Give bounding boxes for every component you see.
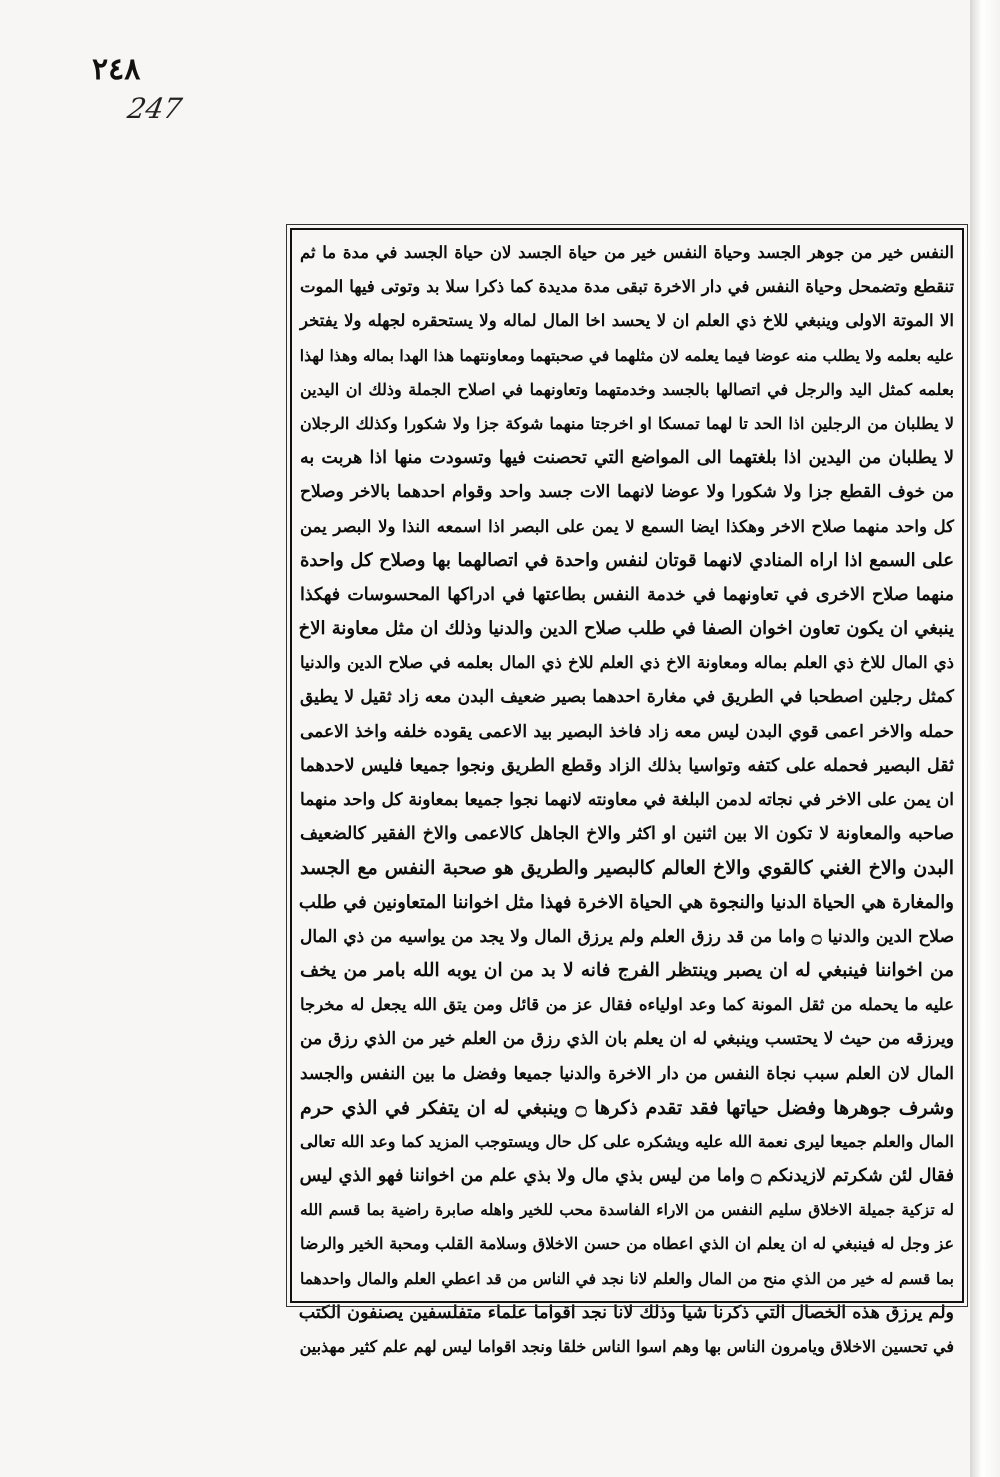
- text-line: بعلمه كمثل اليد والرجل في اتصالها بالجسد وخدمتهما وتعاونهما في اصلاح الجملة وذلك ان اليدين: [300, 379, 954, 399]
- text-line: ان يمن على الاخر في نجاته لدمن البلغة في معاونته لانهما نجوا جميعا بمعاونة كل واحد منهما: [300, 790, 954, 810]
- text-line: ذي المال للاخ ذي العلم بماله ومعاونة الاخ ذي العلم للاخ ذي المال بعلمه في صلاح الدين والدنيا: [300, 653, 954, 673]
- text-line: حمله والاخر اعمى قوي البدن ليس معه زاد فاخذ البصير بيد الاعمى يقوده خلفه واخذ الاعمى: [300, 721, 954, 742]
- text-line: بما قسم له خير من الذي منح من المال والعلم لانا نجد في الناس من قد اعطي العلم والمال واحدهما: [300, 1268, 954, 1288]
- text-line: له تزكية جميلة الاخلاق سليم النفس من الاراء الفاسدة محب للخير واهله صابرة راضية بما قسم الله: [300, 1200, 954, 1220]
- text-line: تنقطع وتضمحل وحياة النفس في دار الاخرة تبقى مدة مديدة كما ذكرا سلا بد وتوتى فيها الموت: [300, 277, 954, 297]
- text-line: ينبغي ان يكون تعاون اخوان الصفا في طلب صلاح الدين والدنيا وذلك ان مثل معاونة الاخ: [298, 618, 954, 640]
- text-block: [290, 228, 964, 1356]
- text-line: ولم يرزق هذه الخصال التي ذكرنا شيا وذلك لانا نجد اقواما علماء متفلسفين يصنفون الكتب: [298, 1302, 954, 1323]
- page-edge: [970, 0, 1000, 1477]
- text-line: صلاح الدين والدنيا ۝ واما من قد رزق العلم ولم يرزق المال ولا يجد من يواسيه من ذي المال: [300, 926, 954, 947]
- text-line: في تحسين الاخلاق ويامرون الناس بها وهم اسوا الناس خلقا ونجد اقواما ليس لهم علم كثير مهذبين: [299, 1337, 954, 1356]
- folio-number-latin: 247: [125, 92, 185, 125]
- text-line: منهما صلاح الاخرى في تعاونهما في خدمة النفس بطاعتها في ادراكها المحسوسات فهكذا: [300, 584, 954, 605]
- text-line: فقال لئن شكرتم لازيدنكم ۝ واما من ليس بذي مال ولا بذي علم من اخواننا فهو الذي ليس: [299, 1166, 954, 1187]
- text-line: ويرزقه من حيث لا يحتسب وينبغي له ان يعلم بان الذي رزق من العلم خير من الذي رزق من: [300, 1029, 954, 1050]
- text-line: عليه ما يحمله من ثقل المونة كما وعد اولياءه فقال عز من قائل ومن يتق الله يجعل له مخرجا: [300, 995, 954, 1015]
- text-line: النفس خير من جوهر الجسد وحياة النفس خير من حياة الجسد لان حياة الجسد في مدة ما ثم: [300, 243, 954, 262]
- text-line: لا يطلبان من اليدين اذا بلغتهما الى المواضع التي تحصنت فيها وتسودت منها اذا هربت به: [300, 448, 954, 469]
- text-line: ثقل البصير فحمله على كتفه وتواسيا بذلك الزاد وقطع الطريق ونجوا جميعا فليس لاحدهما: [300, 755, 954, 776]
- text-line: البدن والاخ الغني كالقوي والاخ العالم كالبصير والطريق هو صحبة النفس مع الجسد: [300, 857, 954, 880]
- text-line: من خوف القطع جزا ولا شكورا ولا عوضا لانهما الات جسد واحد وقوام احدهما بالاخر وصلاح: [300, 482, 954, 503]
- text-line: عليه بعلمه ولا يطلب منه عوضا فيما يعلمه لان مثلهما في صحبتهما ومعاونتهما هذا الهدا بماله وهذا لهذا: [299, 345, 954, 365]
- text-line: كمثل رجلين اصطحبا في الطريق في مغارة احدهما بصير ضعيف البدن معه زاد ثقيل لا يطيق: [300, 687, 954, 708]
- text-line: من اخواننا فينبغي له ان يصبر وينتظر الفرج فانه لا بد من ان يوبه الله بامر من يخف: [300, 959, 954, 981]
- text-line: المال والعلم جميعا ليرى نعمة الله عليه ويشكره على كل حال ويستوجب المزيد كما وعد الله تعالى: [300, 1131, 954, 1151]
- text-line: على السمع اذا اراه المنادي لانهما قوتان لنفس واحدة في اتصالهما بها وصلاح كل واحدة: [300, 549, 954, 571]
- folio-number-arabic: ٢٤٨: [92, 52, 141, 87]
- text-line: لا يطلبان من الرجلين اذا الحد تا لهما تمسكا او اخرجتا منهما شوكة جزا ولا شكورا وكذلك الرجلان: [300, 413, 954, 433]
- text-line: وشرف جوهرها وفضل حياتها فقد تقدم ذكرها ۝ وينبغي له ان يتفكر في الذي حرم: [300, 1096, 954, 1119]
- text-line: كل واحد منهما صلاح الاخر وهكذا ايضا السمع لا يمن على البصر اذا اسمعه النذا ولا البصر يمن: [300, 516, 954, 536]
- text-line: المال لان العلم سبب نجاة النفس من دار الاخرة والدنيا جميعا وفضل ما بين النفس والجسد: [300, 1063, 954, 1084]
- text-line: الا الموتة الاولى وينبغي للاخ ذي العلم ان لا يحسد اخا المال لماله ولا يستحقره لجهله ولا يفتخر: [300, 311, 954, 331]
- text-line: والمغارة هي الحياة الدنيا والنجوة هي الحياة الاخرة فهذا مثل اخواننا المتعاونين في طلب: [298, 891, 954, 913]
- text-line: عز وجل له فينبغي له ان يعلم ان الذي اعطاه من حسن الاخلاق وسلامة القلب ومحبة الخير والرضا: [300, 1234, 954, 1254]
- text-line: صاحبه والمعاونة لا تكون الا بين اثنين او اكثر والاخ الجاهل كالاعمى والاخ الفقير كالضعيف: [300, 824, 954, 845]
